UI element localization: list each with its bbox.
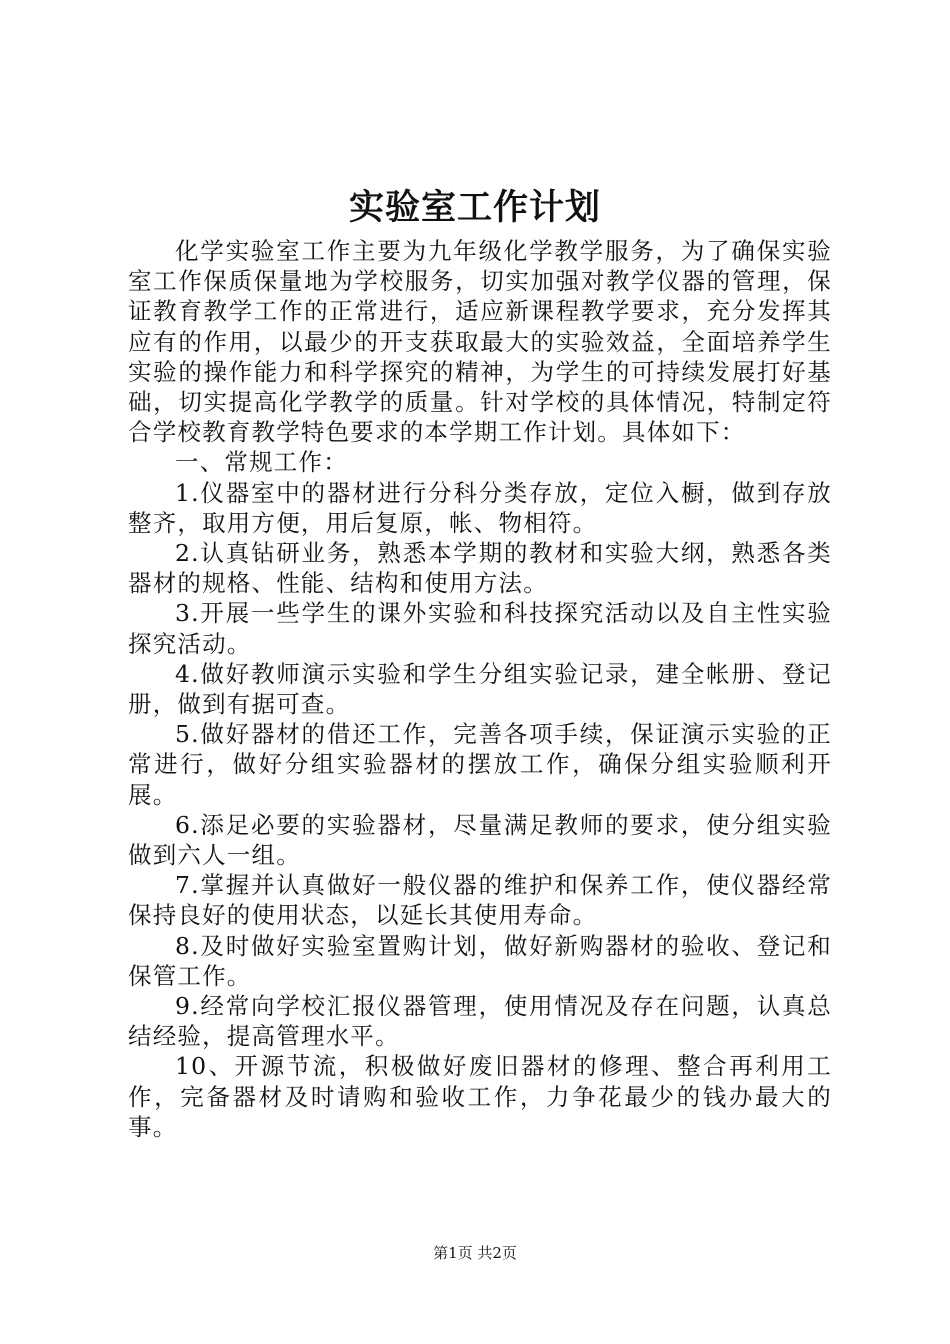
section-heading-routine-work: 一、常规工作： [175,448,348,477]
list-item-7: 7.掌握并认真做好一般仪器的维护和保养工作，使仪器经常保持良好的使用状态，以延长其使用寿命。 [128,871,832,930]
list-item-1: 1.仪器室中的器材进行分科分类存放，定位入橱，做到存放整齐，取用方便，用后复原，帐、物相符。 [128,478,832,537]
document-body [128,236,832,1142]
list-item-5: 5.做好器材的借还工作，完善各项手续，保证演示实验的正常进行，做好分组实验器材的摆放工作，确保分组实验顺利开展。 [128,720,832,809]
list-item-2: 2.认真钻研业务，熟悉本学期的教材和实验大纲，熟悉各类器材的规格、性能、结构和使用方法。 [128,539,832,598]
list-item-9: 9.经常向学校汇报仪器管理，使用情况及存在问题，认真总结经验，提高管理水平。 [128,992,832,1051]
page-number-footer: 第1页 共2页 [433,1244,517,1262]
list-item-10: 10、开源节流，积极做好废旧器材的修理、整合再利用工作，完备器材及时请购和验收工作，力争花最少的钱办最大的事。 [128,1052,832,1141]
list-item-3: 3.开展一些学生的课外实验和科技探究活动以及自主性实验探究活动。 [128,599,832,658]
list-item-8: 8.及时做好实验室置购计划，做好新购器材的验收、登记和保管工作。 [128,931,832,990]
paragraph-intro: 化学实验室工作主要为九年级化学教学服务，为了确保实验室工作保质保量地为学校服务，切实加强对教学仪器的管理，保证教育教学工作的正常进行，适应新课程教学要求，充分发挥其应有的作用，以最少的开支获取最大的实验效益，全面培养学生实验的操作能力和科学探究的精神，为学生的可持续发展打好基础，切实提高化学教学的质量。针对学校的具体情况，特制定符合学校教育教学特色要求的本学期工作计划。具体如下： [128,237,832,447]
list-item-4: 4.做好教师演示实验和学生分组实验记录，建全帐册、登记册，做到有据可查。 [128,659,832,719]
list-item-6: 6.添足必要的实验器材，尽量满足教师的要求，使分组实验做到六人一组。 [128,810,832,870]
document-title: 实验室工作计划 [348,187,601,228]
